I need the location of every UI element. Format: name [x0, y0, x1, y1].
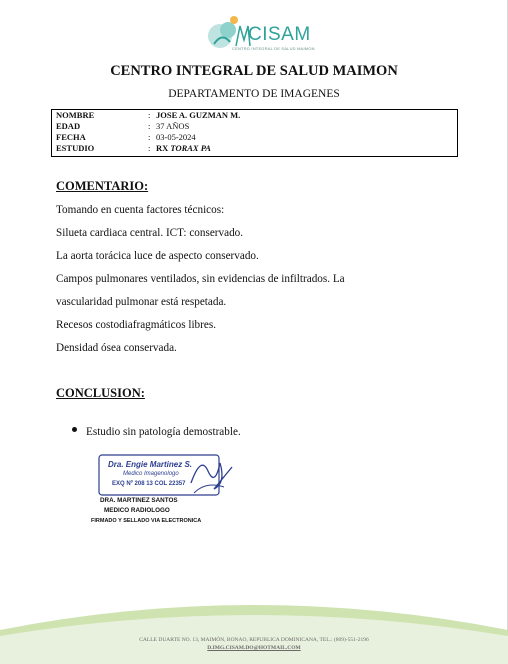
study-value — [156, 143, 211, 154]
logo-subtitle: CENTRO INTEGRAL DE SALUD MAIMON — [232, 46, 315, 51]
field-separator: : — [148, 110, 151, 120]
stamp-role: Medico Imagenologo — [123, 471, 179, 477]
bullet-icon — [72, 427, 77, 432]
patient-name-value: JOSE A. GUZMAN M. — [156, 110, 241, 120]
stamp-name: Dra. Engie Martinez S. — [108, 460, 193, 469]
field-label: EDAD — [56, 121, 81, 131]
patient-age-value: 37 AÑOS — [156, 121, 190, 131]
document-title: CENTRO INTEGRAL DE SALUD MAIMON — [110, 63, 398, 79]
patient-info-box — [51, 109, 458, 157]
comentario-line: vascularidad pulmonar está respetada. — [56, 296, 227, 308]
comentario-line: Campos pulmonares ventilados, sin evidencias de infiltrados. La — [56, 273, 345, 285]
field-label: NOMBRE — [56, 110, 95, 120]
signer-role: MEDICO RADIOLOGO — [104, 507, 170, 514]
comentario-line: Tomando en cuenta factores técnicos: — [56, 204, 225, 216]
footer-email-link[interactable]: D.IMG.CISAM.DO@HOTMAIL.COM — [207, 645, 301, 651]
field-label: ESTUDIO — [56, 143, 95, 153]
comentario-line: Silueta cardiaca central. ICT: conservado. — [56, 227, 244, 239]
field-separator: : — [148, 132, 151, 142]
comentario-line: La aorta torácica luce de aspecto conservado. — [56, 250, 259, 262]
comentario-line: Recesos costodiafragmáticos libres. — [56, 319, 216, 331]
study-name: TORAX PA — [170, 143, 211, 153]
stamp-exequatur: EXQ Nº 208 13 COL 22357 — [112, 481, 186, 487]
study-date-value: 03-05-2024 — [156, 132, 196, 142]
field-separator: : — [148, 143, 151, 153]
field-label: FECHA — [56, 132, 86, 142]
footer-wave-decoration — [0, 590, 508, 664]
field-separator: : — [148, 121, 151, 131]
logo-text: CISAM — [248, 24, 311, 45]
footer-address: CALLE DUARTE NO. 13, MAIMÓN, BONAO, REPUBLICA DOMINICANA, TEL.: (809)-551-2196 — [139, 637, 369, 643]
conclusion-heading: CONCLUSION: — [56, 386, 145, 400]
signature-note: FIRMADO Y SELLADO VIA ELECTRONICA — [91, 518, 202, 524]
comentario-heading: COMENTARIO: — [56, 179, 149, 193]
study-prefix: RX — [156, 143, 171, 153]
department-title: DEPARTAMENTO DE IMAGENES — [168, 88, 340, 100]
conclusion-item: Estudio sin patología demostrable. — [86, 426, 241, 438]
comentario-line: Densidad ósea conservada. — [56, 342, 177, 354]
signer-name: DRA. MARTINEZ SANTOS — [100, 497, 178, 504]
